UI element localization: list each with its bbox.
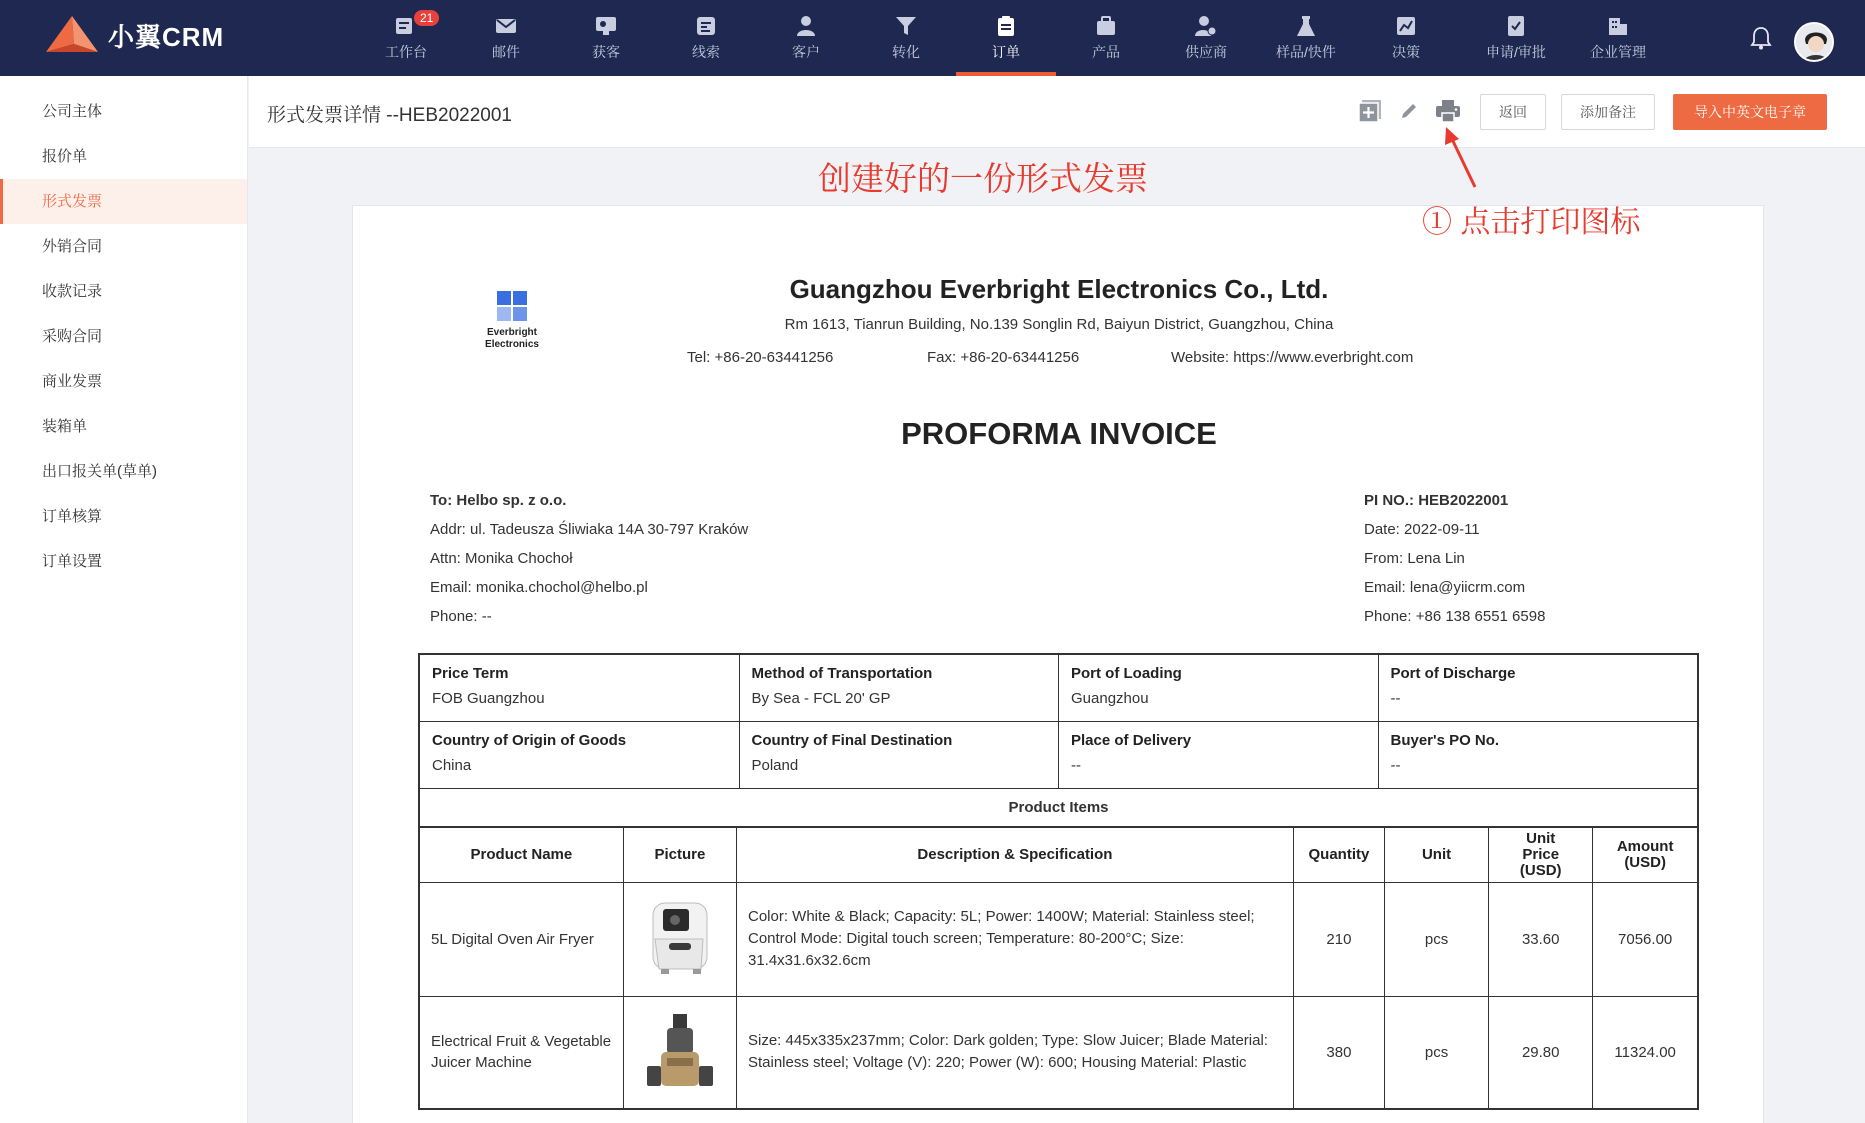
mail-icon bbox=[494, 14, 518, 38]
terms-label: Place of Delivery bbox=[1071, 732, 1192, 749]
col-header: Unit bbox=[1384, 827, 1488, 882]
nav-item-customer[interactable] bbox=[756, 0, 856, 76]
sidebar bbox=[0, 76, 248, 1123]
pi-from: Lena Lin bbox=[1407, 550, 1465, 567]
invoice-document bbox=[352, 205, 1764, 1123]
nav-label: 申请/审批 bbox=[1486, 44, 1546, 60]
pi-info bbox=[1364, 486, 1545, 631]
terms-cell bbox=[1379, 655, 1698, 721]
nav-label: 产品 bbox=[1092, 44, 1120, 60]
order-icon bbox=[994, 14, 1018, 38]
terms-label: Method of Transportation bbox=[751, 665, 933, 682]
company-fax: Fax: +86-20-63441256 bbox=[927, 349, 1080, 366]
buyer-address: ul. Tadeusza Śliwiaka 14A 30-797 Kraków bbox=[470, 521, 749, 538]
buyer-info bbox=[430, 486, 748, 631]
table-header-row bbox=[419, 827, 1698, 882]
logo-text-line: Electronics bbox=[485, 339, 539, 350]
buyer-name: Helbo sp. z o.o. bbox=[456, 492, 567, 509]
sidebar-item-customs-declaration[interactable]: 出口报关单(草单) bbox=[42, 463, 157, 480]
nav-label: 工作台 bbox=[385, 44, 427, 60]
terms-cell bbox=[1059, 655, 1379, 721]
product-description: Size: 445x335x237mm; Color: Dark golden; Type: Slow Juicer; Blade Material: Stainless steel; Voltage (V): 220; Power (W): 600; Housing Material: Plastic bbox=[736, 996, 1293, 1109]
acquire-icon bbox=[594, 14, 618, 38]
notification-badge: 21 bbox=[414, 10, 439, 26]
product-unit-price: 29.80 bbox=[1489, 996, 1593, 1109]
phone-label: Phone: bbox=[1364, 608, 1412, 625]
terms-value: China bbox=[432, 757, 472, 774]
logo-mark-icon bbox=[44, 14, 100, 56]
supplier-icon bbox=[1194, 14, 1218, 38]
terms-label: Port of Loading bbox=[1071, 665, 1182, 682]
terms-value: Guangzhou bbox=[1071, 690, 1149, 707]
sidebar-item-proforma-invoice[interactable]: 形式发票 bbox=[0, 179, 247, 224]
product-items-heading: Product Items bbox=[420, 789, 1697, 827]
terms-value: FOB Guangzhou bbox=[432, 690, 545, 707]
sidebar-item-packing-list[interactable]: 装箱单 bbox=[42, 418, 88, 435]
company-address: Rm 1613, Tianrun Building, No.139 Songlin Rd, Baiyun District, Guangzhou, China bbox=[784, 316, 1334, 333]
annotation-click-print: ① 点击打印图标 bbox=[1422, 206, 1641, 239]
pi-no-label: PI NO.: bbox=[1364, 492, 1415, 509]
col-header: Quantity bbox=[1293, 827, 1384, 882]
add-icon[interactable] bbox=[1357, 98, 1383, 124]
terms-label: Country of Final Destination bbox=[751, 732, 953, 749]
back-button[interactable]: 返回 bbox=[1480, 94, 1546, 130]
product-unit-price: 33.60 bbox=[1489, 882, 1593, 996]
terms-value: -- bbox=[1390, 757, 1401, 774]
add-note-button[interactable]: 添加备注 bbox=[1561, 94, 1655, 130]
terms-cell bbox=[1379, 722, 1698, 788]
product-icon bbox=[1094, 14, 1118, 38]
sidebar-item-order-settings[interactable]: 订单设置 bbox=[42, 553, 103, 570]
table-row bbox=[419, 882, 1698, 996]
leads-icon bbox=[694, 14, 718, 38]
sidebar-item-export-contract[interactable]: 外销合同 bbox=[42, 238, 103, 255]
buyer-phone: -- bbox=[481, 608, 492, 625]
nav-label: 获客 bbox=[592, 44, 620, 60]
terms-value: By Sea - FCL 20' GP bbox=[751, 690, 891, 707]
terms-label: Port of Discharge bbox=[1390, 665, 1516, 682]
terms-cell bbox=[740, 722, 1060, 788]
nav-item-samples[interactable] bbox=[1256, 0, 1356, 76]
nav-item-acquire[interactable] bbox=[556, 0, 656, 76]
product-quantity: 210 bbox=[1293, 882, 1384, 996]
email-label: Email: bbox=[430, 579, 472, 596]
app-logo[interactable] bbox=[44, 14, 224, 56]
sidebar-item-quotation[interactable]: 报价单 bbox=[42, 148, 88, 165]
col-header: Amount (USD) bbox=[1593, 827, 1698, 882]
nav-label: 决策 bbox=[1392, 44, 1420, 60]
bell-icon[interactable] bbox=[1750, 26, 1772, 50]
terms-value: -- bbox=[1390, 690, 1401, 707]
page-header bbox=[249, 76, 1865, 148]
nav-item-approval[interactable] bbox=[1466, 0, 1566, 76]
sidebar-item-purchase-contract[interactable]: 采购合同 bbox=[42, 328, 103, 345]
nav-label: 邮件 bbox=[492, 44, 520, 60]
product-unit: pcs bbox=[1384, 996, 1488, 1109]
col-header: Unit Price (USD) bbox=[1489, 827, 1593, 882]
terms-cell bbox=[740, 655, 1060, 721]
nav-item-order[interactable] bbox=[956, 0, 1056, 76]
sidebar-item-payment-records[interactable]: 收款记录 bbox=[42, 283, 103, 300]
pi-number: HEB2022001 bbox=[1418, 492, 1509, 509]
nav-label: 转化 bbox=[892, 44, 920, 60]
company-name: Guangzhou Everbright Electronics Co., Ltd. bbox=[789, 274, 1329, 304]
product-name: 5L Digital Oven Air Fryer bbox=[419, 882, 623, 996]
terms-cell bbox=[420, 655, 740, 721]
terms-label: Buyer's PO No. bbox=[1390, 732, 1500, 749]
terms-row bbox=[420, 655, 1697, 722]
nav-label: 线索 bbox=[692, 44, 720, 60]
product-unit: pcs bbox=[1384, 882, 1488, 996]
terms-row bbox=[420, 722, 1697, 789]
product-picture bbox=[623, 882, 736, 996]
logo-text-line: Everbright bbox=[486, 327, 537, 338]
sidebar-item-commercial-invoice[interactable]: 商业发票 bbox=[42, 373, 103, 390]
phone-label: Phone: bbox=[430, 608, 478, 625]
product-amount: 11324.00 bbox=[1593, 996, 1698, 1109]
nav-item-enterprise[interactable] bbox=[1568, 0, 1668, 76]
nav-item-conversion[interactable] bbox=[856, 0, 956, 76]
terms-label: Price Term bbox=[432, 665, 509, 682]
building-icon bbox=[1606, 14, 1630, 38]
from-label: From: bbox=[1364, 550, 1404, 567]
product-picture bbox=[623, 996, 736, 1109]
customer-icon bbox=[794, 14, 818, 38]
nav-item-supplier[interactable] bbox=[1156, 0, 1256, 76]
annotation-arrow-icon bbox=[1440, 125, 1480, 191]
nav-label: 订单 bbox=[992, 44, 1020, 60]
flask-icon bbox=[1294, 14, 1318, 38]
email-label: Email: bbox=[1364, 579, 1406, 596]
buyer-attn: Monika Chochoł bbox=[465, 550, 573, 567]
seller-email: lena@yiicrm.com bbox=[1409, 579, 1526, 596]
nav-item-leads[interactable] bbox=[656, 0, 756, 76]
page-title: 形式发票详情 --HEB2022001 bbox=[267, 105, 512, 126]
user-avatar[interactable] bbox=[1794, 22, 1834, 62]
funnel-icon bbox=[894, 14, 918, 38]
company-website: Website: https://www.everbright.com bbox=[1171, 349, 1414, 366]
col-header: Picture bbox=[623, 827, 736, 882]
col-header: Description & Specification bbox=[736, 827, 1293, 882]
nav-label: 供应商 bbox=[1185, 44, 1227, 60]
terms-table bbox=[418, 653, 1699, 827]
terms-value: Poland bbox=[751, 757, 799, 774]
nav-item-decision[interactable] bbox=[1356, 0, 1456, 76]
juicer-image bbox=[643, 1010, 717, 1094]
product-description: Color: White & Black; Capacity: 5L; Power: 1400W; Material: Stainless steel; Control Mode: Digital touch screen; Temperature: 80-200°C; Size: 31.4x31.6x32.6cm bbox=[736, 882, 1293, 996]
edit-icon[interactable] bbox=[1396, 98, 1422, 124]
annotation-created-invoice: 创建好的一份形式发票 bbox=[818, 160, 1148, 197]
product-name: Electrical Fruit & Vegetable Juicer Machine bbox=[419, 996, 623, 1109]
air-fryer-image bbox=[643, 897, 717, 981]
nav-item-product[interactable] bbox=[1056, 0, 1156, 76]
terms-cell bbox=[420, 722, 740, 788]
date-label: Date: bbox=[1364, 521, 1400, 538]
invoice-title: PROFORMA INVOICE bbox=[901, 416, 1217, 451]
product-table bbox=[418, 826, 1699, 1110]
buyer-email: monika.chochol@helbo.pl bbox=[475, 579, 648, 596]
nav-label: 样品/快件 bbox=[1276, 44, 1336, 60]
approval-icon bbox=[1504, 14, 1528, 38]
nav-item-workbench[interactable] bbox=[356, 0, 456, 76]
product-quantity: 380 bbox=[1293, 996, 1384, 1109]
app-name: 小翼CRM bbox=[108, 21, 225, 52]
terms-value: -- bbox=[1071, 757, 1081, 774]
to-label: To: bbox=[430, 492, 453, 509]
addr-label: Addr: bbox=[430, 521, 466, 538]
top-nav bbox=[0, 0, 1865, 76]
col-header: Product Name bbox=[419, 827, 623, 882]
seller-phone: +86 138 6551 6598 bbox=[1415, 608, 1546, 625]
chart-icon bbox=[1394, 14, 1418, 38]
terms-label: Country of Origin of Goods bbox=[432, 732, 627, 749]
sidebar-item-order-accounting[interactable]: 订单核算 bbox=[42, 508, 103, 525]
pi-date: 2022-09-11 bbox=[1404, 521, 1480, 538]
print-icon[interactable] bbox=[1435, 98, 1461, 124]
product-amount: 7056.00 bbox=[1593, 882, 1698, 996]
nav-label: 客户 bbox=[792, 44, 820, 60]
nav-item-mail[interactable] bbox=[456, 0, 556, 76]
table-row bbox=[419, 996, 1698, 1109]
terms-cell bbox=[1059, 722, 1379, 788]
sidebar-item-company[interactable]: 公司主体 bbox=[42, 103, 103, 120]
company-tel: Tel: +86-20-63441256 bbox=[687, 349, 834, 366]
attn-label: Attn: bbox=[430, 550, 461, 567]
import-seal-button[interactable]: 导入中英文电子章 bbox=[1673, 94, 1827, 130]
nav-label: 企业管理 bbox=[1590, 44, 1646, 60]
